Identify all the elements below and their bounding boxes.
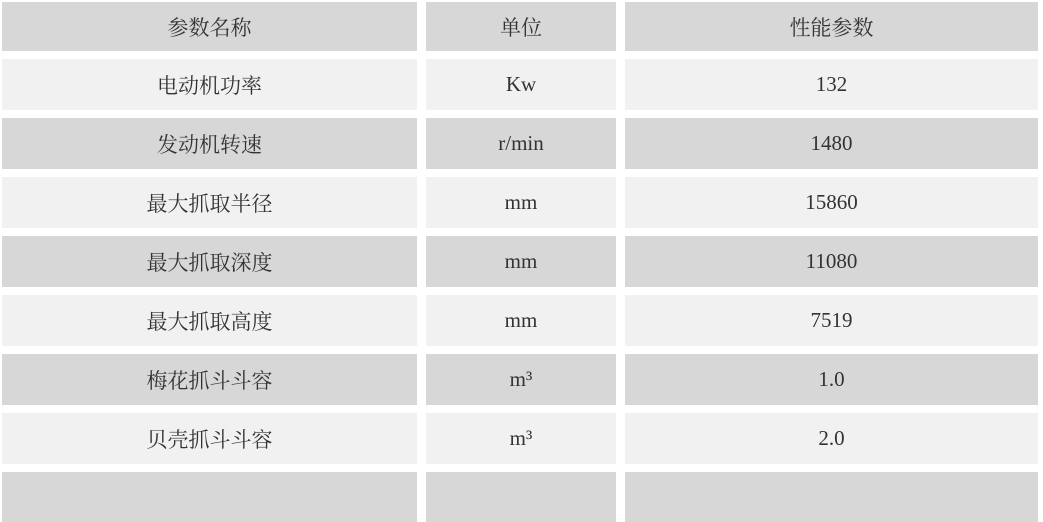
value-cell — [625, 472, 1038, 522]
unit-cell: m³ — [426, 413, 616, 464]
value-cell: 132 — [625, 59, 1038, 110]
unit-cell: r/min — [426, 118, 616, 169]
param-name-cell: 电动机功率 — [2, 59, 417, 110]
unit-cell: m³ — [426, 354, 616, 405]
unit-cell — [426, 472, 616, 522]
unit-cell: mm — [426, 177, 616, 228]
value-cell: 2.0 — [625, 413, 1038, 464]
value-cell: 1480 — [625, 118, 1038, 169]
param-name-cell: 最大抓取深度 — [2, 236, 417, 287]
param-name-cell: 梅花抓斗斗容 — [2, 354, 417, 405]
header-cell-performance: 性能参数 — [625, 2, 1038, 51]
value-cell: 15860 — [625, 177, 1038, 228]
value-cell: 11080 — [625, 236, 1038, 287]
unit-cell: mm — [426, 295, 616, 346]
param-name-cell: 最大抓取半径 — [2, 177, 417, 228]
value-cell: 7519 — [625, 295, 1038, 346]
header-cell-parameter-name: 参数名称 — [2, 2, 417, 51]
param-name-cell — [2, 472, 417, 522]
header-cell-unit: 单位 — [426, 2, 616, 51]
unit-cell: Kw — [426, 59, 616, 110]
param-name-cell: 发动机转速 — [2, 118, 417, 169]
value-cell: 1.0 — [625, 354, 1038, 405]
unit-cell: mm — [426, 236, 616, 287]
param-name-cell: 最大抓取高度 — [2, 295, 417, 346]
param-name-cell: 贝壳抓斗斗容 — [2, 413, 417, 464]
